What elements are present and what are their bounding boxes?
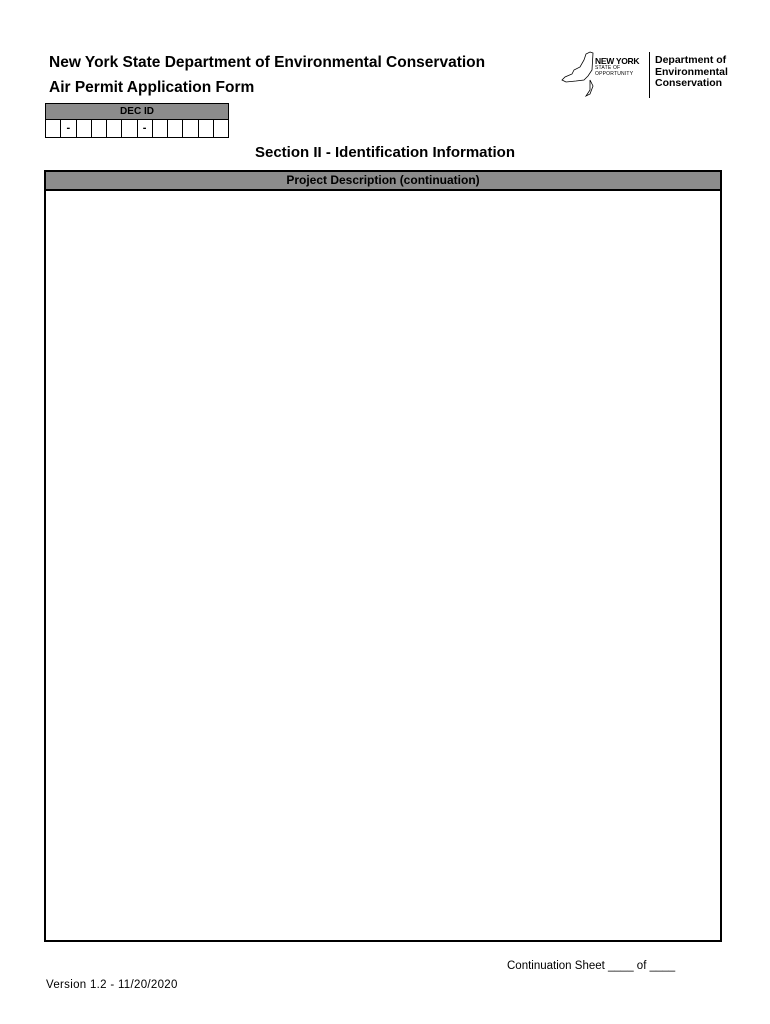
dec-id-separator: - <box>61 120 76 137</box>
logo-divider <box>649 52 650 98</box>
dec-id-cell[interactable] <box>122 120 137 137</box>
dec-id-separator: - <box>138 120 153 137</box>
dec-id-cells <box>45 119 229 138</box>
dec-id-cell[interactable] <box>168 120 183 137</box>
dec-id-cell[interactable] <box>46 120 61 137</box>
dec-id-cell[interactable] <box>153 120 168 137</box>
project-description-box <box>44 170 722 942</box>
nys-dec-logo <box>560 50 740 100</box>
dec-id-cell[interactable] <box>199 120 214 137</box>
new-york-state-outline-icon <box>560 50 594 98</box>
continuation-sheet-label: Continuation Sheet ____ of ____ <box>507 960 676 972</box>
dec-id-field <box>45 103 229 138</box>
form-name: Air Permit Application Form <box>49 79 255 96</box>
version-label: Version 1.2 - 11/20/2020 <box>46 979 178 991</box>
logo-state-name: NEW YORK <box>595 56 640 66</box>
dec-id-label: DEC ID <box>45 103 229 119</box>
dec-id-cell[interactable] <box>107 120 122 137</box>
agency-name: New York State Department of Environmental Conservation <box>49 54 486 71</box>
logo-tagline: STATE OF OPPORTUNITY <box>595 65 634 77</box>
dec-id-cell[interactable] <box>214 120 228 137</box>
dec-id-cell[interactable] <box>92 120 107 137</box>
dec-id-cell[interactable] <box>183 120 198 137</box>
project-description-header: Project Description (continuation) <box>46 172 720 191</box>
project-description-field[interactable] <box>46 191 720 940</box>
form-title <box>49 50 485 100</box>
section-title: Section II - Identification Information <box>254 144 515 161</box>
dec-id-cell[interactable] <box>77 120 92 137</box>
logo-department-name: Department of Environmental Conservation <box>655 54 728 89</box>
